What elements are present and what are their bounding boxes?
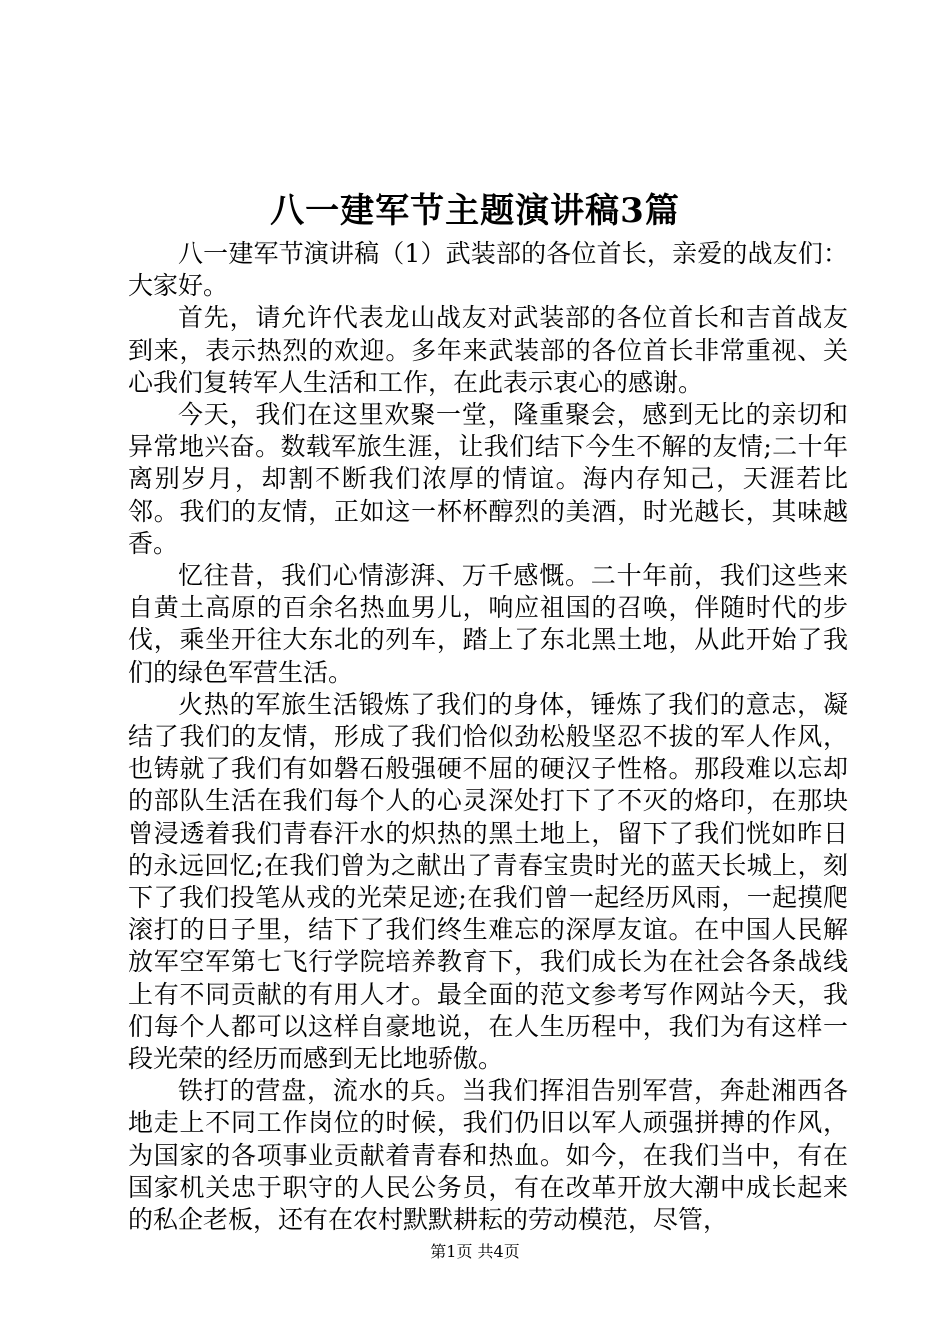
- document-body: [128, 238, 848, 1236]
- page-number-footer: 第1页 共4页: [430, 1242, 520, 1261]
- paragraph: 忆往昔，我们心情澎湃、万千感慨。二十年前，我们这些来自黄土高原的百余名热血男儿，响应祖国的召唤，伴随时代的步伐，乘坐开往大东北的列车，踏上了东北黑土地，从此开始了我们的绿色军营生活。: [128, 561, 848, 687]
- paragraph: 八一建军节演讲稿（1）武装部的各位首长，亲爱的战友们：大家好。: [128, 239, 848, 301]
- paragraph: 铁打的营盘，流水的兵。当我们挥泪告别军营，奔赴湘西各地走上不同工作岗位的时候，我们仍旧以军人顽强拼搏的作风，为国家的各项事业贡献着青春和热血。如今，在我们当中，有在国家机关忠于职守的人民公务员，有在改革开放大潮中成长起来的私企老板，还有在农村默默耕耘的劳动模范，尽管，: [128, 1076, 848, 1235]
- paragraph: 首先，请允许代表龙山战友对武装部的各位首长和吉首战友到来，表示热烈的欢迎。多年来武装部的各位首长非常重视、关心我们复转军人生活和工作，在此表示衷心的感谢。: [128, 303, 848, 397]
- paragraph: 今天，我们在这里欢聚一堂，隆重聚会，感到无比的亲切和异常地兴奋。数载军旅生涯，让我们结下今生不解的友情;二十年离别岁月，却割不断我们浓厚的情谊。海内存知己，天涯若比邻。我们的友情，正如这一杯杯醇烈的美酒，时光越长，其味越香。: [128, 400, 848, 558]
- document-title: 八一建军节主题演讲稿3篇: [270, 191, 680, 231]
- paragraph: 火热的军旅生活锻炼了我们的身体，锤炼了我们的意志，凝结了我们的友情，形成了我们恰似劲松般坚忍不拔的军人作风，也铸就了我们有如磐石般强硬不屈的硬汉子性格。那段难以忘却的部队生活在我们每个人的心灵深处打下了不灭的烙印，在那块曾浸透着我们青春汗水的炽热的黑土地上，留下了我们恍如昨日的永远回忆;在我们曾为之献出了青春宝贵时光的蓝天长城上，刻下了我们投笔从戎的光荣足迹;在我们曾一起经历风雨，一起摸爬滚打的日子里，结下了我们终生难忘的深厚友谊。在中国人民解放军空军第七飞行学院培养教育下，我们成长为在社会各条战线上有不同贡献的有用人才。最全面的范文参考写作网站今天，我们每个人都可以这样自豪地说，在人生历程中，我们为有这样一段光荣的经历而感到无比地骄傲。: [128, 689, 848, 1074]
